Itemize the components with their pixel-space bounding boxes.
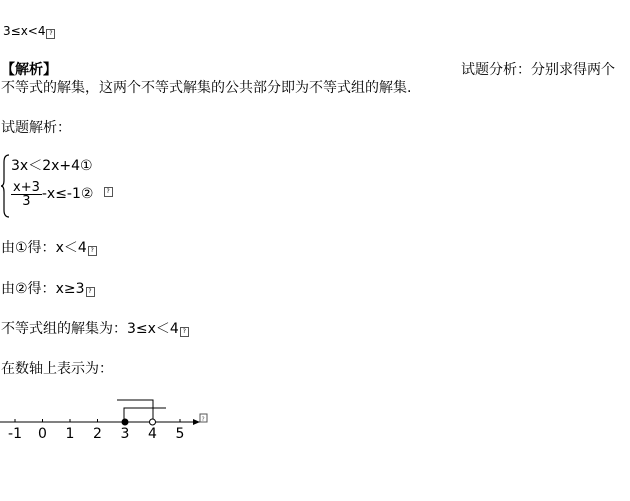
number-line-caption: 在数轴上表示为：: [1, 361, 113, 377]
number-line-svg: [0, 392, 230, 448]
tick-label: 4: [148, 426, 157, 442]
solution-set: 不等式组的解集为：3≤x＜4 ?: [1, 321, 189, 337]
range-bracket-4: [117, 400, 153, 422]
analysis-header: 【解析】: [1, 62, 57, 78]
analysis-hint-continued: 不等式的解集，这两个不等式解集的公共部分即为不等式组的解集.: [1, 80, 412, 96]
missing-glyph-icon: ?: [180, 327, 189, 337]
inequality-1: 3x＜2x+4①: [11, 158, 93, 174]
axis-arrow-icon: [193, 419, 200, 425]
missing-glyph-icon: ?: [46, 29, 55, 39]
missing-glyph-icon: ?: [104, 187, 113, 197]
solution-label: 试题解析：: [1, 120, 71, 136]
tick-label: 5: [175, 426, 185, 442]
number-line: [0, 392, 230, 448]
closed-point: [122, 419, 128, 425]
tick-label: 0: [38, 426, 47, 442]
tick-label: 1: [65, 426, 75, 442]
open-point: [150, 419, 156, 425]
tick-label: 3: [120, 426, 130, 442]
placeholder-text: ?: [201, 416, 205, 423]
step-2: 由②得：x≥3 ?: [1, 281, 95, 297]
tick-label: -1: [8, 426, 22, 442]
tick-label: 2: [93, 426, 102, 442]
analysis-hint: 试题分析：分别求得两个: [461, 62, 615, 78]
inequality-2: $\frac{x+3}{3}$ -x≤-1② ?: [11, 181, 113, 208]
system-brace: [0, 154, 10, 218]
top-answer: 3≤x<4 ?: [3, 24, 55, 39]
range-bracket-3: [124, 408, 166, 422]
missing-glyph-icon: ?: [86, 287, 95, 297]
step-1: 由①得：x＜4 ?: [1, 240, 97, 256]
missing-glyph-icon: ?: [88, 246, 97, 256]
fraction: $\frac{x+3}{3}$: [13, 180, 40, 209]
